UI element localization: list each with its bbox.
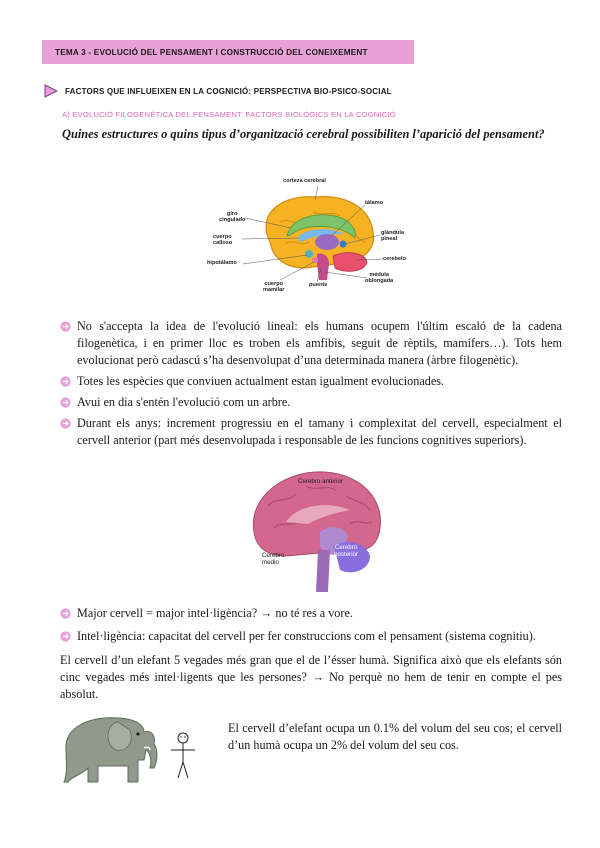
section-heading bbox=[44, 84, 392, 98]
arrow-right-circle-icon bbox=[60, 608, 71, 619]
label-giro-cingulado: giro cingulado bbox=[219, 211, 246, 223]
label-cerebro-medio: Cerebro medio bbox=[262, 552, 285, 566]
bullet-list-intelligence bbox=[60, 605, 562, 645]
guiding-question: Quines estructures o quins tipus d’organització cerebral possibiliten l’aparició del pensament? bbox=[62, 127, 545, 141]
label-cerebro-posterior: Cerebro posterior bbox=[334, 544, 359, 558]
arrow-right-circle-icon bbox=[60, 418, 71, 429]
label-corteza-cerebral: corteza cerebral bbox=[283, 178, 326, 184]
label-medula-oblongada: médula oblongada bbox=[365, 272, 394, 284]
list-item bbox=[60, 394, 562, 411]
elephant-human-illustration bbox=[58, 710, 208, 785]
bullet-list-evolution bbox=[60, 318, 562, 449]
list-item bbox=[60, 318, 562, 369]
brain-diagram-regions bbox=[246, 466, 386, 596]
list-item bbox=[60, 605, 562, 622]
chapter-title-bar bbox=[42, 40, 414, 64]
chapter-title: TEMA 3 - EVOLUCIÓ DEL PENSAMENT I CONSTRUCCIÓ DEL CONEIXEMENT bbox=[55, 47, 368, 57]
list-item bbox=[60, 415, 562, 449]
elephant-paragraph: El cervell d’un elefant 5 vegades més gran que el de l’ésser humà. Significa això que els elefants són cinc vegades més intel·ligents que les persones? → No perquè no hem de tenir en compte el pes absolut. bbox=[60, 653, 562, 701]
list-item bbox=[60, 373, 562, 390]
list-item bbox=[60, 628, 562, 645]
label-cuerpo-mamilar: cuerpo mamilar bbox=[263, 281, 285, 293]
arrow-right-circle-icon bbox=[60, 321, 71, 332]
label-cuerpo-calloso: cuerpo calloso bbox=[213, 234, 233, 246]
label-cerebro-anterior: Cerebro anterior bbox=[298, 478, 344, 485]
subsection-title: A) EVOLUCIÓ FILOGENÈTICA DEL PENSAMENT: FACTORS BIOLÒGICS EN LA COGNICIÓ bbox=[62, 110, 396, 119]
bullet-text: Totes les espècies que conviuen actualment estan igualment evolucionades. bbox=[77, 374, 445, 388]
arrow-right-circle-icon bbox=[60, 397, 71, 408]
label-hipotalamo: hipotálamo bbox=[207, 260, 237, 266]
bullet-text: No s'accepta la idea de l'evolució lineal: els humans ocupem l'últim escaló de la cadena filogenètica, i en primer lloc es troben els amfibis, seguit de rèptils, mamífers…). Tots hem evolucionat però cadascú s’ha desenvolupat d’una determinada manera (àrbre filogenètic). bbox=[77, 319, 562, 367]
bullet-text: Durant els anys: increment progressiu en el tamany i complexitat del cervell, especialment el cervell anterior (part més desenvolupada i responsable de les funcions cognitives superiors). bbox=[77, 416, 562, 447]
brain-body-ratio-text: El cervell d’elefant ocupa un 0.1% del volum del seu cos; el cervell d’un humà ocupa un 2% del volum del seu cos. bbox=[228, 721, 562, 752]
section-title: FACTORS QUE INFLUEIXEN EN LA COGNICIÓ: PERSPECTIVA BIO-PSICO-SOCIAL bbox=[65, 86, 392, 96]
brain-diagram-sagittal bbox=[205, 172, 420, 297]
stick-figure-icon bbox=[168, 730, 198, 780]
arrow-right-circle-icon bbox=[60, 376, 71, 387]
triangle-play-icon bbox=[44, 84, 58, 98]
label-puente: puente bbox=[309, 282, 328, 288]
arrow-right-circle-icon bbox=[60, 631, 71, 642]
label-talamo: tálamo bbox=[365, 200, 384, 206]
label-cerebelo: cerebelo bbox=[383, 256, 407, 262]
bullet-text: Intel·ligència: capacitat del cervell per fer construccions com el pensament (sistema cognitiu). bbox=[77, 629, 536, 643]
bullet-text: Avui en dia s'entén l'evolució com un arbre. bbox=[77, 395, 291, 409]
bullet-text: Major cervell = major intel·ligència? → no té res a vore. bbox=[77, 606, 353, 620]
label-glandula-pineal: glándula pineal bbox=[381, 230, 404, 242]
brain-regions-illustration bbox=[246, 466, 386, 596]
